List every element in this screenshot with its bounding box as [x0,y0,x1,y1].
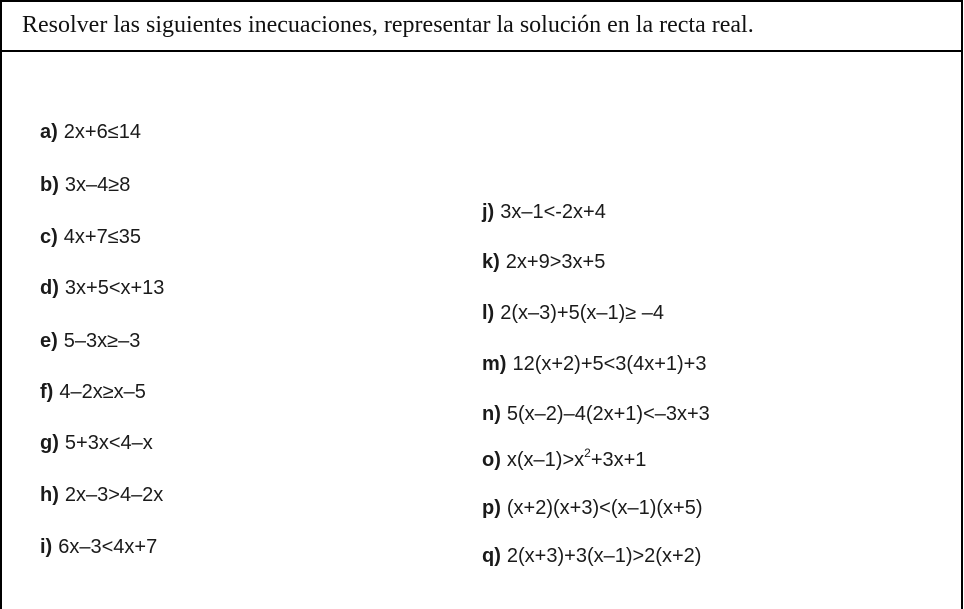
exercise-g [40,433,153,453]
exercise-j [482,202,606,222]
exercise-h [40,485,163,505]
exercise-expression: 12(x+2)+5<3(4x+1)+3 [512,353,707,375]
exercise-label: a) [40,121,58,143]
exercise-label: q) [482,545,501,567]
exercise-expression: 5(x–2)–4(2x+1)<–3x+3 [506,403,710,425]
exercise-o [482,446,647,471]
exercise-label: p) [482,497,501,519]
exercise-label: e) [40,330,58,352]
exercise-p [482,498,703,518]
exercise-label: k) [482,251,500,273]
exercise-e [40,331,140,351]
exponent: 2 [584,446,591,460]
exercise-l [482,303,664,323]
title-box [2,2,961,52]
exercise-label: m) [482,353,507,375]
exercise-expression: 5+3x<4–x [64,432,153,454]
expression-base: x(x–1)>x [506,449,585,471]
exercise-label: h) [40,484,59,506]
exercise-expression: 3x–1<-2x+4 [500,201,606,223]
exercise-d [40,278,164,298]
exercise-expression: 6x–3<4x+7 [58,536,158,558]
exercise-label: n) [482,403,501,425]
expression-rest: +3x+1 [590,449,647,471]
exercise-expression: 2x+6≤14 [63,121,141,143]
exercise-label: d) [40,277,59,299]
exercise-expression: 2x–3>4–2x [64,484,164,506]
worksheet-title: Resolver las siguientes inecuaciones, representar la solución en la recta real. [22,12,754,38]
exercise-expression: 2(x–3)+5(x–1)≥ –4 [500,302,665,324]
exercise-label: f) [40,381,54,403]
exercise-i [40,537,157,557]
exercise-label: c) [40,226,58,248]
exercise-n [482,404,710,424]
exercise-expression [506,446,647,471]
exercise-expression: 2x+9>3x+5 [505,251,606,273]
exercise-label: j) [482,201,495,223]
exercise-expression: 2(x+3)+3(x–1)>2(x+2) [506,545,702,567]
exercise-m [482,354,706,374]
exercise-f [40,382,146,402]
exercise-expression: 5–3x≥–3 [63,330,141,352]
exercise-b [40,175,130,195]
exercise-label: o) [482,449,501,471]
exercise-label: g) [40,432,59,454]
exercise-expression: 4–2x≥x–5 [59,381,146,403]
exercise-expression: (x+2)(x+3)<(x–1)(x+5) [506,497,703,519]
exercise-expression: 4x+7≤35 [63,226,141,248]
exercise-label: l) [482,302,495,324]
exercise-k [482,252,605,272]
exercise-q [482,546,701,566]
exercise-expression: 3x+5<x+13 [64,277,165,299]
exercise-c [40,227,141,247]
exercise-a [40,122,141,142]
exercise-expression: 3x–4≥8 [64,174,131,196]
exercise-label: b) [40,174,59,196]
exercise-label: i) [40,536,53,558]
